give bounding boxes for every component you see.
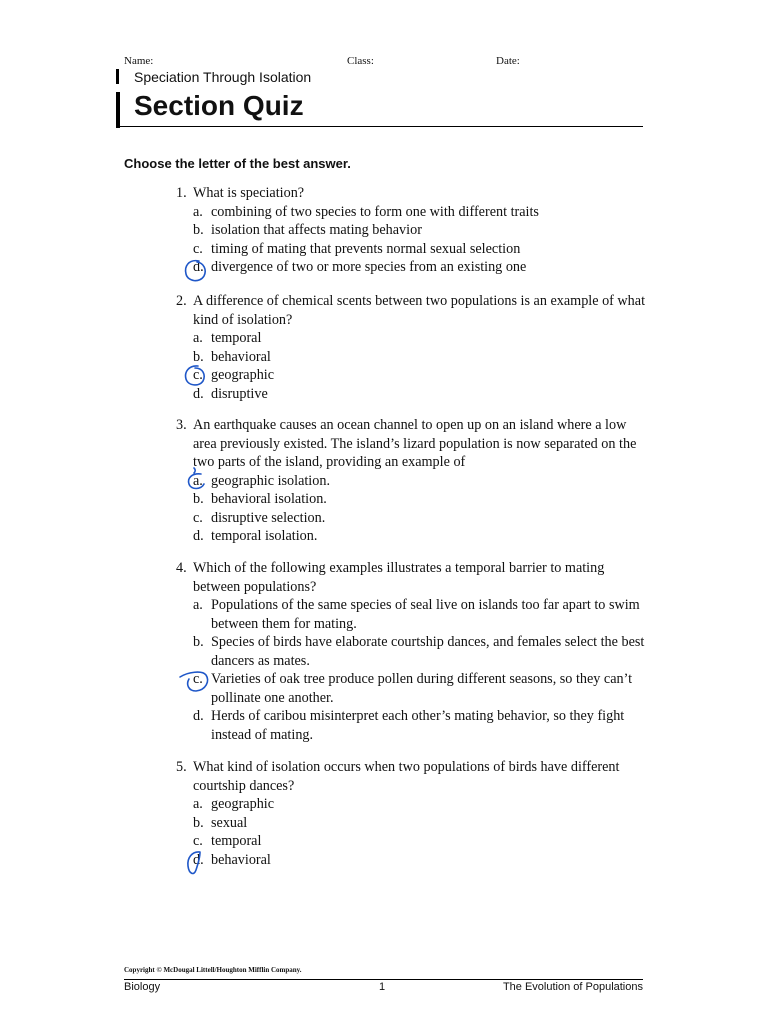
option-text: geographic — [211, 367, 275, 383]
option-text: Varieties of oak tree produce pollen during different seasons, so they can’t pollinate one another. — [211, 671, 633, 706]
question-5 — [176, 758, 646, 869]
option-letter: c. — [193, 671, 203, 687]
question-number: 5. — [176, 759, 187, 775]
question-stem: An earthquake causes an ocean channel to open up on an island where a low area previously existed. The island’s lizard population is now separated on the two parts of the island, providing an example of — [193, 417, 637, 470]
option-text: behavioral — [211, 851, 271, 868]
footer-chapter: The Evolution of Populations — [502, 981, 643, 993]
option-letter: a. — [193, 472, 203, 489]
option-text: Populations of the same species of seal live on islands too far apart to swim between them for mating. — [211, 597, 640, 632]
question-2 — [176, 292, 646, 403]
option-letter: d. — [193, 259, 204, 275]
option-c[interactable] — [193, 832, 646, 851]
question-number: 4. — [176, 560, 187, 576]
option-c[interactable] — [193, 509, 646, 528]
date-label: Date: — [496, 55, 520, 67]
question-stem: What is speciation? — [193, 185, 305, 201]
page-number: 1 — [379, 981, 386, 993]
subtitle-bar — [116, 69, 119, 84]
option-a[interactable] — [193, 203, 646, 222]
name-label: Name: — [124, 55, 154, 67]
question-number: 3. — [176, 417, 187, 433]
page-title: Section Quiz — [134, 90, 304, 121]
option-c[interactable] — [193, 366, 646, 385]
option-text: Herds of caribou misinterpret each other’s mating behavior, so they fight instead of mating. — [211, 708, 625, 743]
option-letter: c. — [193, 833, 203, 849]
option-letter: a. — [193, 597, 203, 613]
option-letter: b. — [193, 491, 204, 507]
question-4 — [176, 559, 646, 744]
option-b[interactable] — [193, 633, 646, 670]
question-stem: What kind of isolation occurs when two populations of birds have different courtship dances? — [193, 759, 620, 794]
option-a[interactable] — [193, 329, 646, 348]
option-text: disruptive selection. — [211, 509, 326, 526]
option-letter: a. — [193, 203, 203, 220]
option-text: timing of mating that prevents normal sexual selection — [211, 240, 521, 257]
class-label: Class: — [347, 55, 374, 67]
option-text: Species of birds have elaborate courtship dances, and females select the best dancers as mates. — [211, 634, 645, 669]
footer-subject: Biology — [124, 981, 161, 993]
option-text: combining of two species to form one with different traits — [211, 203, 539, 220]
option-letter: b. — [193, 348, 204, 365]
option-letter: d. — [193, 528, 204, 544]
question-1 — [176, 184, 646, 277]
question-stem: A difference of chemical scents between two populations is an example of what kind of isolation? — [193, 293, 646, 328]
option-text: divergence of two or more species from an existing one — [211, 259, 527, 275]
option-a[interactable] — [193, 472, 646, 491]
question-3 — [176, 416, 646, 546]
question-stem: Which of the following examples illustrates a temporal barrier to mating between populations? — [193, 560, 605, 595]
option-text: behavioral — [211, 348, 271, 365]
option-letter: c. — [193, 367, 203, 383]
option-letter: d. — [193, 851, 204, 868]
option-d[interactable] — [193, 851, 646, 870]
option-b[interactable] — [193, 221, 646, 240]
option-letter: d. — [193, 385, 204, 402]
option-d[interactable] — [193, 527, 646, 546]
option-b[interactable] — [193, 814, 646, 833]
option-text: temporal — [211, 833, 262, 849]
option-c[interactable] — [193, 670, 646, 707]
title-bar — [116, 92, 120, 128]
option-d[interactable] — [193, 385, 646, 404]
option-b[interactable] — [193, 490, 646, 509]
option-text: geographic isolation. — [211, 472, 330, 489]
option-text: temporal isolation. — [211, 528, 318, 544]
option-a[interactable] — [193, 795, 646, 814]
option-letter: d. — [193, 708, 204, 724]
section-subtitle: Speciation Through Isolation — [134, 69, 312, 85]
option-letter: c. — [193, 240, 203, 257]
option-text: temporal — [211, 330, 262, 346]
option-text: sexual — [211, 814, 248, 831]
option-d[interactable] — [193, 258, 646, 277]
option-letter: a. — [193, 330, 203, 346]
copyright-notice: Copyright © McDougal Littell/Houghton Mifflin Company. — [124, 966, 302, 974]
title-rule — [116, 126, 643, 127]
option-letter: b. — [193, 222, 204, 238]
option-text: geographic — [211, 796, 275, 812]
option-a[interactable] — [193, 596, 646, 633]
option-d[interactable] — [193, 707, 646, 744]
question-number: 1. — [176, 185, 187, 201]
footer-rule — [124, 979, 643, 980]
option-letter: c. — [193, 509, 203, 526]
instructions: Choose the letter of the best answer. — [124, 156, 351, 171]
option-letter: b. — [193, 814, 204, 831]
option-b[interactable] — [193, 348, 646, 367]
option-text: disruptive — [211, 385, 268, 402]
question-number: 2. — [176, 293, 187, 309]
option-text: behavioral isolation. — [211, 491, 327, 507]
option-c[interactable] — [193, 240, 646, 259]
option-letter: b. — [193, 634, 204, 650]
option-text: isolation that affects mating behavior — [211, 222, 422, 238]
option-letter: a. — [193, 796, 203, 812]
